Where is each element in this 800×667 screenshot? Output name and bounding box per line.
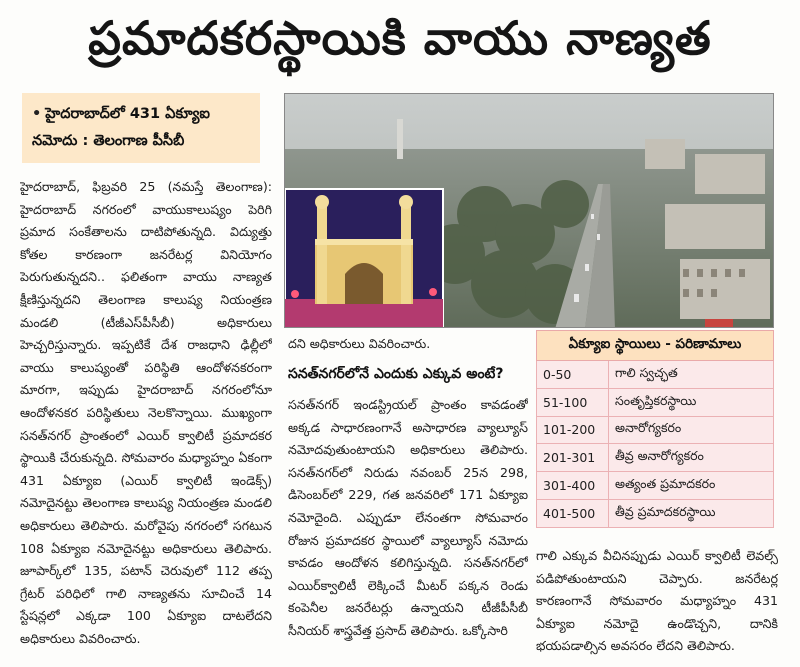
subheadline-text: హైదరాబాద్‌లో 431 ఏక్యూఐ నమోదు : తెలంగాణ పీసీబీ bbox=[32, 106, 210, 149]
table-row bbox=[537, 416, 774, 444]
headline: ప్రమాదకరస్థాయికి వాయు నాణ్యత bbox=[88, 11, 712, 65]
aqi-range: 201-301 bbox=[537, 444, 609, 472]
aqi-levels-table bbox=[536, 330, 774, 528]
aqi-range: 101-200 bbox=[537, 416, 609, 444]
article-column-1: హైదరాబాద్, ఫిబ్రవరి 25 (నమస్తే తెలంగాణ): హైదరాబాద్ నగరంలో వాయుకాలుష్యం పెరిగి ప్రమాద సంకేతాలను దాటిపోతున్నది. విద్యుత్తు కోతల కారణంగా జనరేటర్ల వినియోగం పెరుగుతున్నదని.. ఫలితంగా వాయు నాణ్యత క్షీణిస్తున్నదని తెలంగాణ కాలుష్య నియంత్రణ మండలి (టీజీఎస్‌పీసీబీ) అధికారులు హెచ్చరిస్తున్నారు. ఇప్పటికే దేశ రాజధాని ఢిల్లీలో వాయు కాలుష్యంతో పరిస్థితి ఆందోళనకరంగా మారగా, ఇప్పుడు హైదరాబాద్ నగరంలోనూ ఆందోళనకర పరిస్థితులు నెలకొన్నాయి. ముఖ్యంగా సనత్‌నగర్ ప్రాంతంలో ఎయిర్ క్వాలిటీ ప్రమాదకర స్థాయికి చేరుకున్నది. సోమవారం మధ్యాహ్నం ఏకంగా 431 ఏక్యూఐ (ఎయిర్ క్వాలిటీ ఇండెక్స్) నమోదైనట్టు తెలంగాణ కాలుష్య నియంత్రణ మండలి అధికారులు తెలిపారు. మరోవైపు నగరంలో సగటున 108 ఏక్యూఐ నమోదైనట్టు అధికారులు తెలిపారు. జూపార్క్‌లో 135, పటాన్ చెరువులో 112 తప్ప గ్రేటర్ పరిధిలో గాలి నాణ్యతను సూచించే 14 స్టేషన్లలో ఎక్కడా 100 ఏక్యూఐ దాటలేదని అధికారులు వివరించారు. bbox=[20, 179, 272, 646]
aqi-level: గాలి స్వచ్ఛత bbox=[609, 361, 774, 389]
table-row bbox=[537, 361, 774, 389]
news-photo bbox=[284, 93, 774, 328]
aqi-level: సంతృప్తికరస్థాయి bbox=[609, 388, 774, 416]
table-row bbox=[537, 444, 774, 472]
section-subheading: సనత్‌నగర్‌లోనే ఎందుకు ఎక్కువ అంటే? bbox=[288, 366, 504, 382]
table-row bbox=[537, 472, 774, 500]
aqi-level: అనారోగ్యకరం bbox=[609, 416, 774, 444]
aqi-table-header: ఏక్యూఐ స్థాయిలు - పరిణామాలు bbox=[537, 331, 774, 361]
bullet-icon: • bbox=[32, 106, 42, 122]
aqi-level: తీవ్ర ప్రమాదకరస్థాయి bbox=[609, 499, 774, 527]
aqi-level: తీవ్ర అనారోగ్యకరం bbox=[609, 444, 774, 472]
aqi-level: అత్యంత ప్రమాదకరం bbox=[609, 472, 774, 500]
hazy-city-photo bbox=[285, 94, 774, 328]
aqi-range: 301-400 bbox=[537, 472, 609, 500]
article-column-3: గాలి ఎక్కువ వీచినప్పుడు ఎయిర్ క్వాలిటీ లెవల్స్ పడిపోతుంటాయని చెప్పారు. జనరేటర్ల కారణంగానే సోమవారం మధ్యాహ్నం 431 ఏక్యూఐ నమోదై ఉండొచ్చని, దానికి భయపడాల్సిన అవసరం లేదని తెలిపారు. bbox=[536, 548, 778, 654]
subheadline-box bbox=[22, 93, 260, 163]
aqi-range: 401-500 bbox=[537, 499, 609, 527]
aqi-range: 51-100 bbox=[537, 388, 609, 416]
charminar-inset bbox=[285, 189, 443, 328]
article-column-2-continuation: దని అధికారులు వివరించారు. bbox=[288, 336, 431, 351]
aqi-range: 0-50 bbox=[537, 361, 609, 389]
table-row bbox=[537, 388, 774, 416]
table-row bbox=[537, 499, 774, 527]
article-column-2: సనత్‌నగర్ ఇండస్ట్రియల్ ప్రాంతం కావడంతో అక్కడ సాధారణంగానే అసాధారణ వ్యాల్యూస్ నమోదవుతుంటాయని అధికారులు తెలిపారు. సనత్‌నగర్‌లో నిరుడు నవంబర్ 25న 298, డిసెంబర్‌లో 229, గత జనవరిలో 171 ఏక్యూఐ నమోదైంది. ఎప్పుడూ లేనంతగా సోమవారం రోజున ప్రమాదకర స్థాయిలో వ్యాల్యూస్ నమోదు కావడం ఆందోళన కలిగిస్తున్నది. సనత్‌నగర్‌లో ఎయిర్‌క్వాలిటీ లెక్కించే మీటర్ పక్కన రెండు కంపెనీల జనరేటర్లు ఉన్నాయని టీజీపీసీబీ సీనియర్ శాస్త్రవేత్త ప్రసాద్ తెలిపారు. ఒక్కోసారి bbox=[288, 397, 528, 638]
